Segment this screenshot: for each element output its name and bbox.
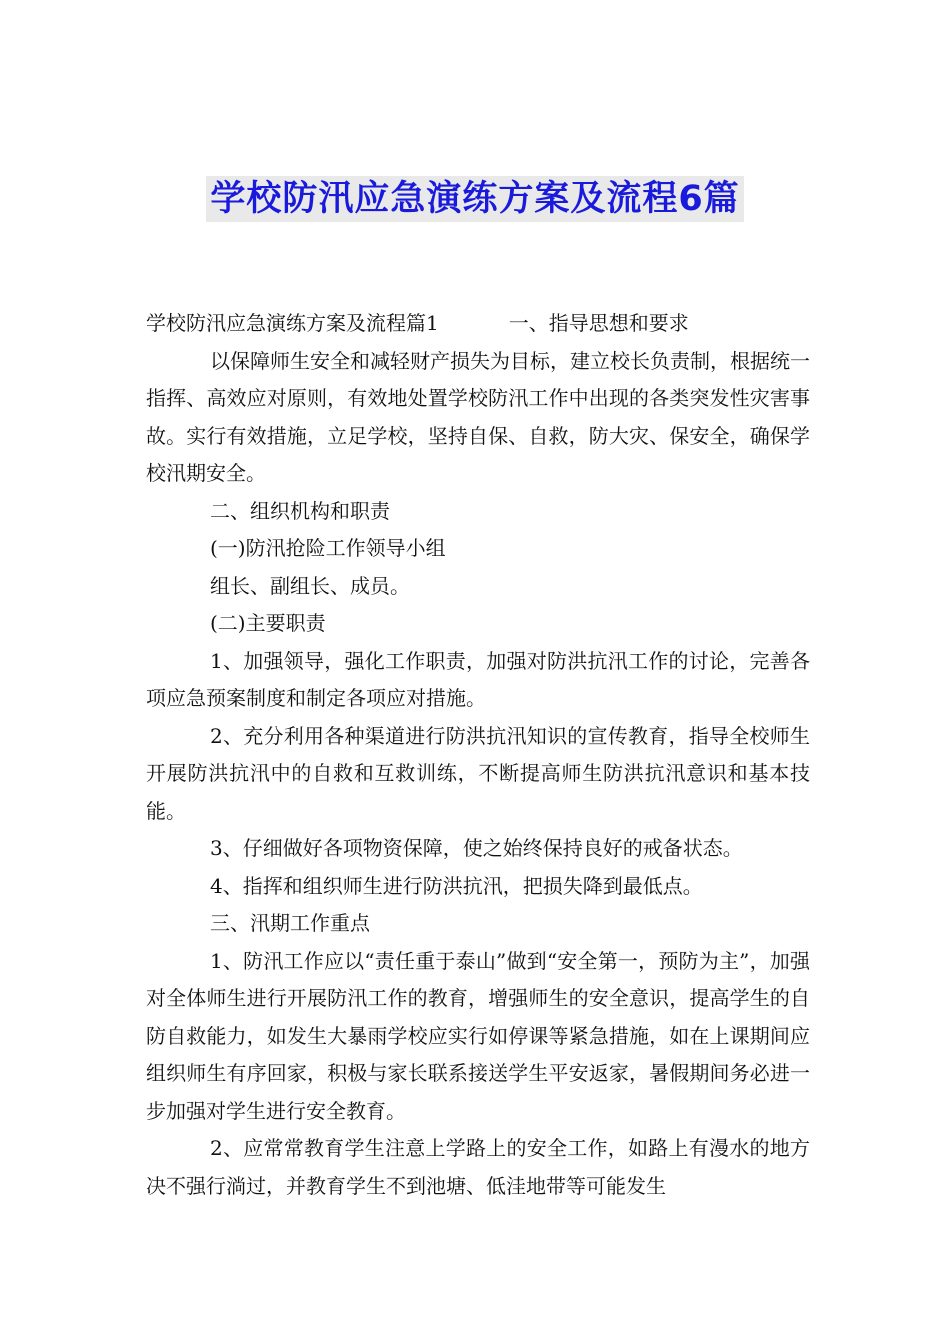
paragraph-members: 组长、副组长、成员。 [210,573,410,598]
heading-leadership-group: (一)防汛抢险工作领导小组 [210,536,446,560]
paragraph-guiding-thought: 以保障师生安全和减轻财产损失为目标，建立校长负责制，根据统一指挥、高效应对原则，有效地处置学校防汛工作中出现的各类突发性灾害事故。实行有效措施，立足学校，坚持自保、自救，防大灾、保安全，确保学校汛期安全。 [146,348,810,485]
paragraph-duty-1: 1、加强领导，强化工作职责，加强对防洪抗汛工作的讨论，完善各项应急预案制度和制定各项应对措施。 [146,648,810,710]
document-body [146,305,810,1205]
document-title: 学校防汛应急演练方案及流程6篇 [206,176,743,222]
paragraph-focus-1: 1、防汛工作应以“责任重于泰山”做到“安全第一，预防为主”，加强对全体师生进行开展防汛工作的教育，增强师生的安全意识，提高学生的自防自救能力，如发生大暴雨学校应实行如停课等紧急措施，如在上课期间应组织师生有序回家，积极与家长联系接送学生平安返家，暑假期间务必进一步加强对学生进行安全教育。 [146,948,810,1123]
paragraph-duty-3: 3、仔细做好各项物资保障，使之始终保持良好的戒备状态。 [210,836,743,860]
paragraph-duty-2: 2、充分利用各种渠道进行防洪抗汛知识的宣传教育，指导全校师生开展防洪抗汛中的自救和互救训练，不断提高师生防洪抗汛意识和基本技能。 [146,723,810,823]
heading-flood-season-focus: 三、汛期工作重点 [210,911,370,935]
heading-main-duties: (二)主要职责 [210,611,326,635]
title-container [0,176,950,222]
section-heading-part1: 学校防汛应急演练方案及流程篇1 [146,311,439,335]
heading-organization: 二、组织机构和职责 [210,498,390,523]
section-heading-guiding: 一、指导思想和要求 [508,311,689,335]
paragraph-duty-4: 4、指挥和组织师生进行防洪抗汛，把损失降到最低点。 [210,873,703,898]
intro-line [146,305,810,343]
paragraph-focus-2: 2、应常常教育学生注意上学路上的安全工作，如路上有漫水的地方决不强行淌过，并教育学生不到池塘、低洼地带等可能发生 [146,1136,810,1198]
